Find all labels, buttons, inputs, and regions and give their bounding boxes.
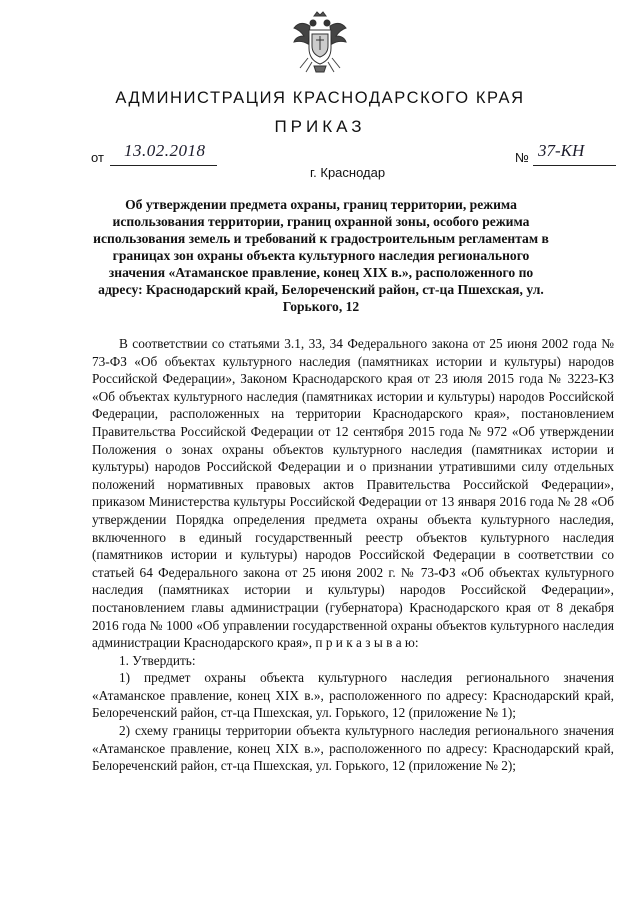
item-1-subitem-2: 2) схему границы территории объекта культурного наследия регионального значения «Атаманское правление, конец XIX в.», расположенного по адресу: Краснодарский край, Белореченский район, ст-ца Пшехская, ул. Горького, 12 (приложение № 2); (92, 723, 614, 774)
document-number: 37-КН (538, 141, 585, 160)
date-underline (110, 165, 217, 166)
coat-of-arms-emblem (292, 10, 348, 76)
preamble-paragraph: В соответствии со статьями 3.1, 33, 34 Федерального закона от 25 июня 2002 года № 73-ФЗ «Об объектах культурного наследия (памятниках истории и культуры) народов Российской Федерации», Законом Краснодарского края от 23 июля 2015 года № 3223-КЗ «Об объектах культурного наследия (памятниках истории и культуры) народов Российской Федерации, расположенных на территории Краснодарского края», постановлением Правительства Российской Федерации от 12 сентября 2015 года № 972 «Об утверждении Положения о зонах охраны объектов культурного наследия (памятниках истории и культуры) народов Российской Федерации и о признании утратившими силу отдельных положений нормативных правовых актов Правительства Российской Федерации», приказом Министерства культуры Российской Федерации от 13 января 2016 года № 28 «Об утверждении Порядка определения предмета охраны объекта культурного наследия, включенного в единый государственный реестр объектов культурного наследия (памятников истории и культуры) народов Российской Федерации в соответствии со статьей 64 Федерального закона от 25 июня 2002 г. № 73-ФЗ «Об объектах культурного наследия (памятниках истории и культуры) народов Российской Федерации», постановлением главы администрации (губернатора) Краснодарского края от 8 декабря 2016 года № 1000 «Об управлении государственной охраны объектов культурного наследия администрации Краснодарского края», п р и к а з ы в а ю: (92, 336, 614, 651)
number-underline (533, 165, 616, 166)
date-prefix: от (91, 150, 104, 165)
item-1-subitem-1: 1) предмет охраны объекта культурного наследия регионального значения «Атаманское правление, конец XIX в.», расположенного по адресу: Краснодарский край, Белореченский район, ст-ца Пшехская, ул. Горького, 12 (приложение № 1); (92, 670, 614, 721)
document-body (92, 335, 614, 775)
item-1: 1. Утвердить: (119, 652, 196, 668)
document-type: ПРИКАЗ (274, 117, 366, 136)
number-prefix: № (515, 150, 529, 165)
document-title: Об утверждении предмета охраны, границ территории, режима использования территории, границ охранной зоны, особого режима использования земель и требований к градостроительным регламентам в границах зон охраны объекта культурного наследия регионального значения «Атаманское правление, конец XIX в.», расположенного по адресу: Краснодарский край, Белореченский район, ст-ца Пшехская, ул. Горького, 12 (93, 197, 549, 314)
document-city: г. Краснодар (310, 165, 386, 180)
document-date: 13.02.2018 (124, 141, 206, 160)
organization-name: АДМИНИСТРАЦИЯ КРАСНОДАРСКОГО КРАЯ (115, 89, 525, 107)
